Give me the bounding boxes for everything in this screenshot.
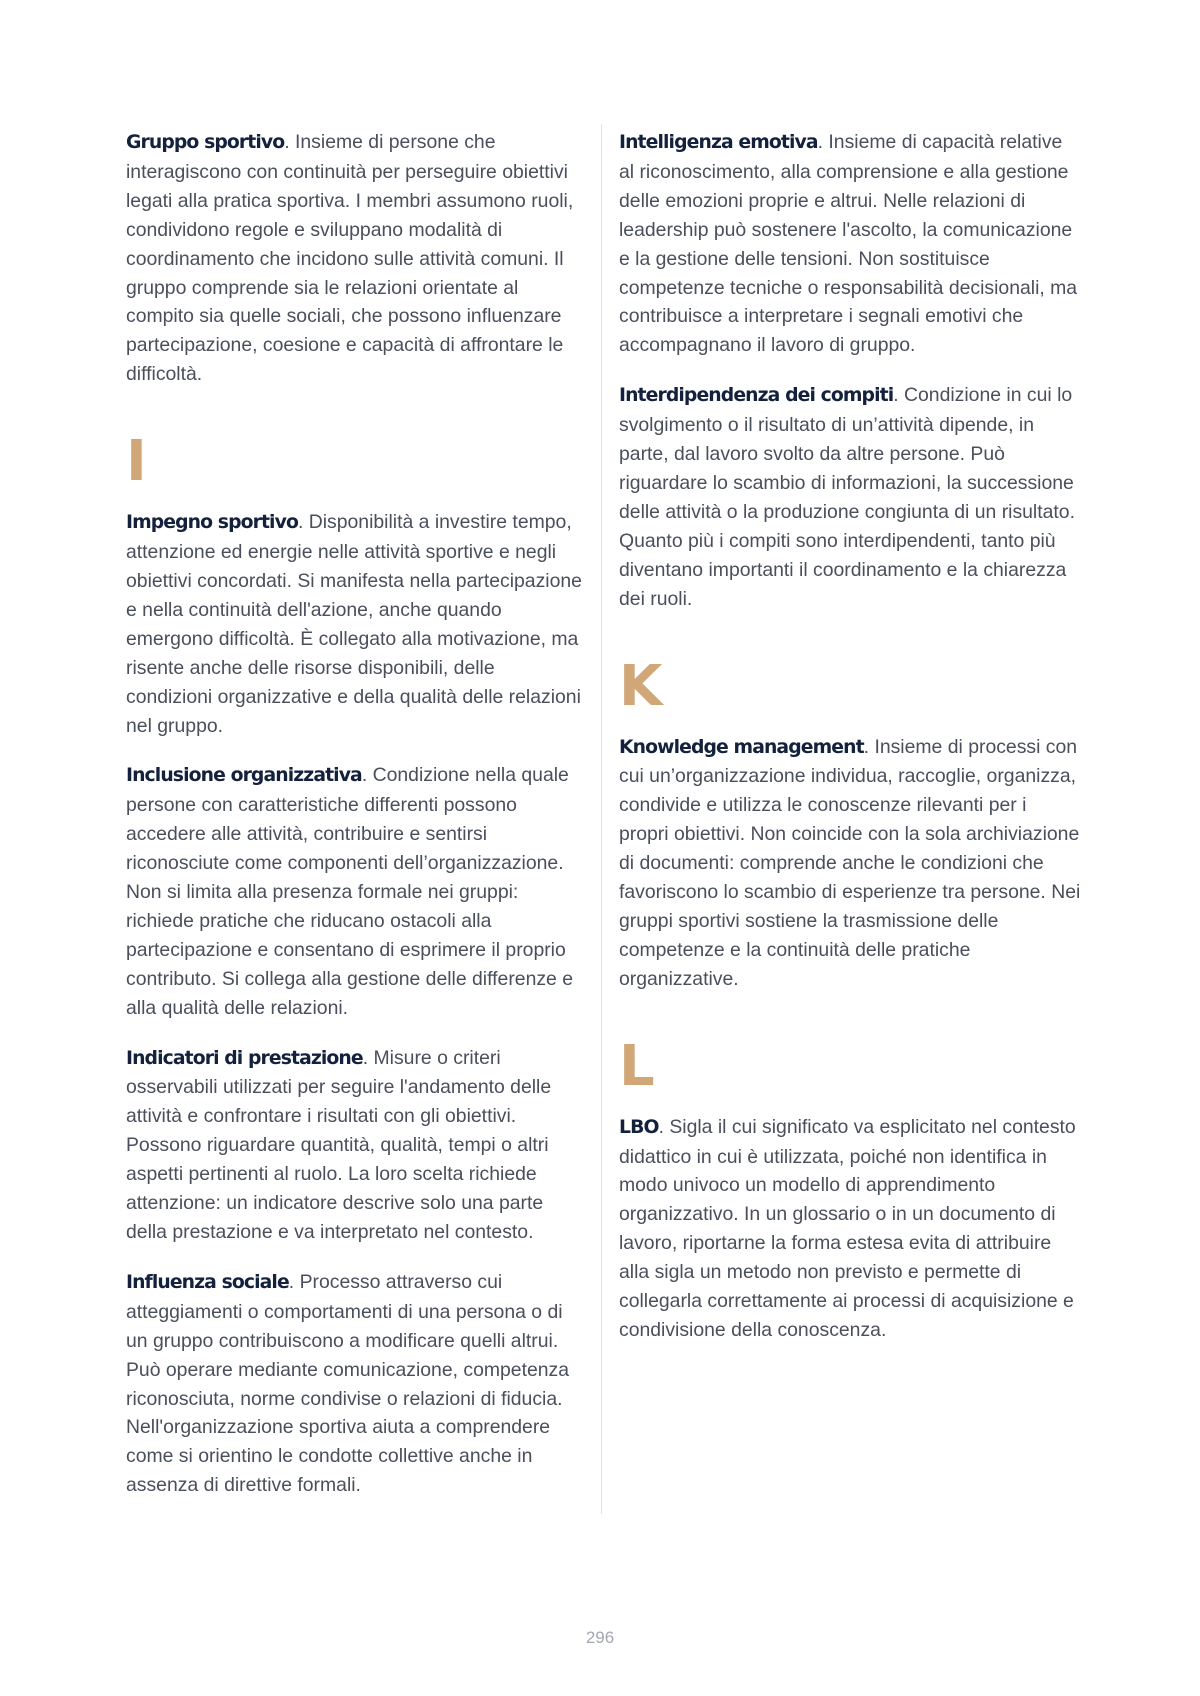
glossary-entry: Intelligenza emotiva. Insieme di capacità relative al riconoscimento, alla comprensione e alla gestione delle emozioni proprie e altrui. Nelle relazioni di leadership può sostenere l'ascolto, la comunicazione e la gestione delle tensioni. Non sostituisce competenze tecniche o responsabilità decisionali, ma contribuisce a interpretare i segnali emotivi che accompagnano il lavoro di gruppo. [619, 131, 1078, 357]
entry-definition: Sigla il cui significato va esplicitato nel contesto didattico in cui è utilizzata, poiché non identifica in modo univoco un modello di apprendimento organizzativo. In un glossario o in un documento di lavoro, riportarne la forma estesa evita di attribuire alla sigla un metodo non previsto e permette di collegarla correttamente ai processi di acquisizione e condivisione della conoscenza. [619, 1115, 1076, 1341]
glossary-entry: Interdipendenza dei compiti. Condizione in cui lo svolgimento o il risultato di un’attività dipende, in parte, dal lavoro svolto da altre persone. Può riguardare lo scambio di informazioni, la successione delle attività o la produzione congiunta di un risultato. Quanto più i compiti sono interdipendenti, tanto più diventano importanti il coordinamento e la chiarezza dei ruoli. [619, 384, 1075, 610]
glossary-entry: Gruppo sportivo. Insieme di persone che interagiscono con continuità per perseguire obiettivi legati alla pratica sportiva. I membri assumono ruoli, condividono regole e sviluppano modalità di coordinamento che incidono sulle attività comuni. Il gruppo comprende sia le relazioni orientate al compito sia quelle sociali, che possono influenzare partecipazione, coesione e capacità di affrontare le difficoltà. [126, 131, 574, 386]
entry-definition: Processo attraverso cui atteggiamenti o comportamenti di una persona o di un gruppo contribuiscono a modificare quelli altrui. Può operare mediante comunicazione, competenza riconosciuta, norme condivise o relazioni di fiducia. Nell'organizzazione sportiva aiuta a comprendere come si orientino le condotte collettive anche in assenza di direttive formali. [126, 1270, 570, 1497]
section-letter-l: L [619, 1033, 655, 1099]
entry-definition: Misure o criteri osservabili utilizzati per seguire l'andamento delle attività e confrontare i risultati con gli obiettivi. Possono riguardare quantità, qualità, tempi o altri aspetti pertinenti al ruolo. La loro scelta richiede attenzione: un indicatore descrive solo una parte della prestazione e va interpretato nel contesto. [126, 1046, 552, 1243]
entry-term: Influenza sociale [126, 1271, 289, 1293]
entry-term: Intelligenza emotiva [619, 132, 818, 153]
glossary-column-right [619, 128, 1081, 1366]
glossary-entry: LBO. Sigla il cui significato va esplicitato nel contesto didattico in cui è utilizzata, poiché non identifica in modo univoco un modello di apprendimento organizzativo. In un glossario o in un documento di lavoro, riportarne la forma estesa evita di attribuire alla sigla un metodo non previsto e permette di collegarla correttamente ai processi di acquisizione e condivisione della conoscenza. [619, 1115, 1076, 1341]
page-number: 296 [585, 1628, 615, 1647]
glossary-entry: Influenza sociale. Processo attraverso cui atteggiamenti o comportamenti di una persona o di un gruppo contribuiscono a modificare quelli altrui. Può operare mediante comunicazione, competenza riconosciuta, norme condivise o relazioni di fiducia. Nell'organizzazione sportiva aiuta a comprendere come si orientino le condotte collettive anche in assenza di direttive formali. [126, 1270, 570, 1497]
entry-term: Gruppo sportivo [126, 132, 285, 153]
entry-term: Indicatori di prestazione [126, 1047, 363, 1069]
section-letter-k: K [619, 653, 663, 719]
glossary-entry: Impegno sportivo. Disponibilità a investire tempo, attenzione ed energie nelle attività sportive e negli obiettivi concordati. Si manifesta nella partecipazione e nella continuità dell'azione, anche quando emergono difficoltà. È collegato alla motivazione, ma risente anche delle risorse disponibili, delle condizioni organizzative e della qualità delle relazioni nel gruppo. [126, 511, 582, 737]
glossary-entry: Knowledge management. Insieme di processi con cui un’organizzazione individua, raccoglie, organizza, condivide e utilizza le conoscenze rilevanti per i propri obiettivi. Non coincide con la sola archiviazione di documenti: comprende anche le condizioni che favoriscono lo scambio di esperienze tra persone. Nei gruppi sportivi sostiene la trasmissione delle competenze e la continuità delle pratiche organizzative. [619, 735, 1081, 990]
entry-term: Inclusione organizzativa [126, 765, 362, 787]
entry-term: Interdipendenza dei compiti [619, 385, 894, 407]
glossary-entry: Indicatori di prestazione. Misure o criteri osservabili utilizzati per seguire l'andamento delle attività e confrontare i risultati con gli obiettivi. Possono riguardare quantità, qualità, tempi o altri aspetti pertinenti al ruolo. La loro scelta richiede attenzione: un indicatore descrive solo una parte della prestazione e va interpretato nel contesto. [126, 1046, 552, 1243]
entry-definition: Disponibilità a investire tempo, attenzione ed energie nelle attività sportive e negli obiettivi concordati. Si manifesta nella partecipazione e nella continuità dell'azione, anche quando emergono difficoltà. È collegato alla motivazione, ma risente anche delle risorse disponibili, delle condizioni organizzative e della qualità delle relazioni nel gruppo. [126, 511, 582, 737]
glossary-entry: Inclusione organizzativa. Condizione nella quale persone con caratteristiche differenti possono accedere alle attività, contribuire e sentirsi riconosciute come componenti dell’organizzazione. Non si limita alla presenza formale nei gruppi: richiede pratiche che riducano ostacoli alla partecipazione e consentano di esprimere il proprio contributo. Si collega alla gestione delle differenze e alla qualità delle relazioni. [126, 764, 573, 1019]
entry-term: Impegno sportivo [126, 512, 298, 534]
entry-definition: Insieme di processi con cui un’organizzazione individua, raccoglie, organizza, condivide e utilizza le conoscenze rilevanti per i propri obiettivi. Non coincide con la sola archiviazione di documenti: comprende anche le condizioni che favoriscono lo scambio di esperienze tra persone. Nei gruppi sportivi sostiene la trasmissione delle competenze e la continuità delle pratiche organizzative. [619, 735, 1081, 990]
glossary-column-left [126, 128, 586, 1521]
entry-term: Knowledge management [619, 736, 864, 758]
column-divider [601, 124, 602, 1514]
entry-definition: Insieme di capacità relative al riconoscimento, alla comprensione e alla gestione delle emozioni proprie e altrui. Nelle relazioni di leadership può sostenere l'ascolto, la comunicazione e la gestione delle tensioni. Non sostituisce competenze tecniche o responsabilità decisionali, ma contribuisce a interpretare i segnali emotivi che accompagnano il lavoro di gruppo. [619, 131, 1078, 357]
entry-definition: Condizione nella quale persone con caratteristiche differenti possono accedere alle attività, contribuire e sentirsi riconosciute come componenti dell’organizzazione. Non si limita alla presenza formale nei gruppi: richiede pratiche che riducano ostacoli alla partecipazione e consentano di esprimere il proprio contributo. Si collega alla gestione delle differenze e alla qualità delle relazioni. [126, 764, 573, 1019]
entry-definition: Condizione in cui lo svolgimento o il risultato di un’attività dipende, in parte, dal lavoro svolto da altre persone. Può riguardare lo scambio di informazioni, la successione delle attività o la produzione congiunta di un risultato. Quanto più i compiti sono interdipendenti, tanto più diventano importanti il coordinamento e la chiarezza dei ruoli. [619, 384, 1075, 610]
entry-definition: Insieme di persone che interagiscono con continuità per perseguire obiettivi legati alla pratica sportiva. I membri assumono ruoli, condividono regole e sviluppano modalità di coordinamento che incidono sulle attività comuni. Il gruppo comprende sia le relazioni orientate al compito sia quelle sociali, che possono influenzare partecipazione, coesione e capacità di affrontare le difficoltà. [126, 131, 574, 386]
entry-term: LBO [619, 1116, 659, 1138]
section-letter-i: I [126, 429, 147, 495]
